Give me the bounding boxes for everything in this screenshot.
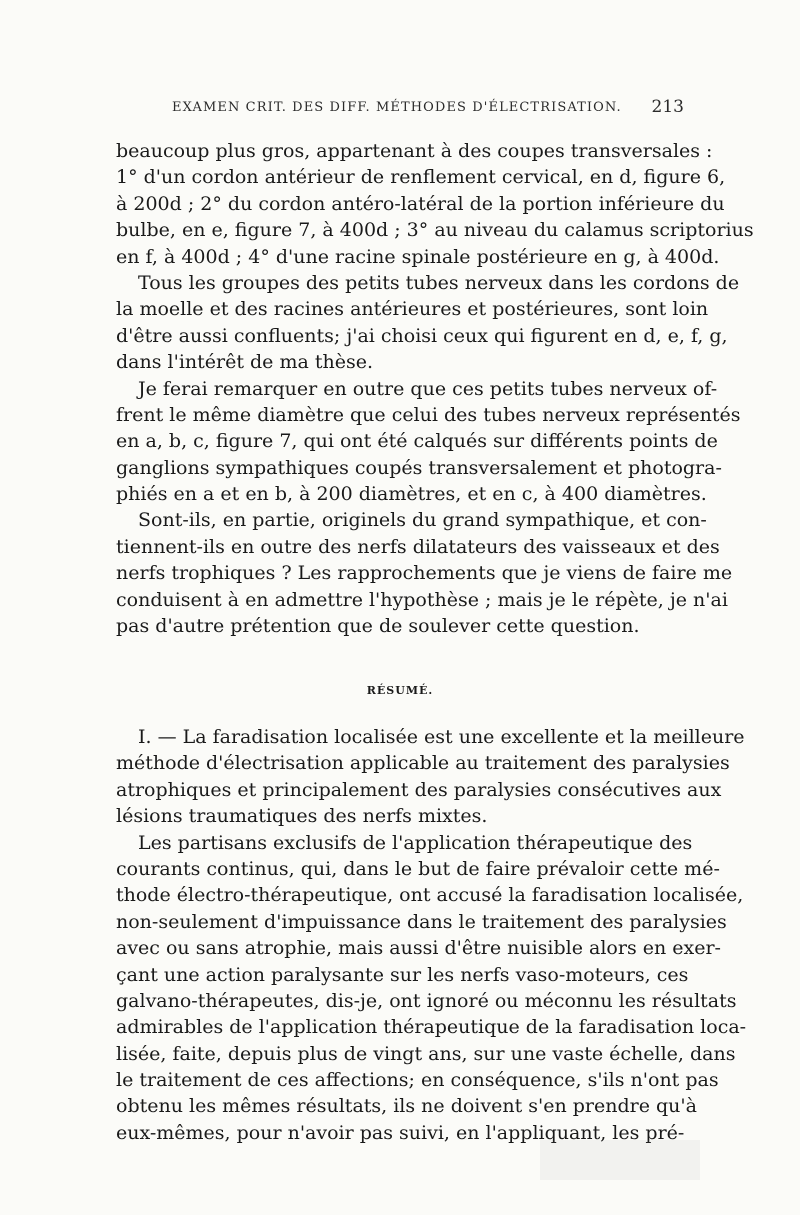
text-line: frent le même diamètre que celui des tubes nerveux représentés (116, 403, 741, 426)
text-line: en f, à 400d ; 4° d'une racine spinale postérieure en g, à 400d. (116, 245, 720, 268)
text-line: admirables de l'application thérapeutique de la faradisation loca- (116, 1016, 747, 1039)
running-header (172, 97, 684, 117)
text-line: Tous les groupes des petits tubes nerveux dans les cordons de (138, 271, 740, 294)
text-line: dans l'intérêt de ma thèse. (116, 351, 373, 374)
page-number: 213 (651, 97, 684, 117)
body-text-top (116, 138, 754, 639)
text-line: atrophiques et principalement des paralysies consécutives aux (116, 778, 722, 801)
text-line: avec ou sans atrophie, mais aussi d'être nuisible alors en exer- (116, 937, 721, 960)
text-line: lésions traumatiques des nerfs mixtes. (116, 805, 488, 828)
text-line: courants continus, qui, dans le but de faire prévaloir cette mé- (116, 857, 720, 880)
body-text-bottom (116, 724, 747, 1146)
text-line: pas d'autre prétention que de soulever cette question. (116, 615, 640, 638)
text-line: à 200d ; 2° du cordon antéro-latéral de la portion inférieure du (116, 192, 725, 215)
text-line: I. — La faradisation localisée est une excellente et la meilleure (138, 726, 745, 748)
bleed-through-smudge (540, 1140, 700, 1180)
text-line: méthode d'électrisation applicable au traitement des paralysies (116, 752, 730, 775)
text-line: la moelle et des racines antérieures et postérieures, sont loin (116, 298, 709, 321)
text-line: tiennent-ils en outre des nerfs dilatateurs des vaisseaux et des (116, 535, 720, 558)
text-line: thode électro-thérapeutique, ont accusé la faradisation localisée, (116, 884, 744, 907)
text-line: phiés en a et en b, à 200 diamètres, et en c, à 400 diamètres. (116, 483, 707, 506)
text-line: Sont-ils, en partie, originels du grand sympathique, et con- (138, 509, 707, 532)
running-title: EXAMEN CRIT. DES DIFF. MÉTHODES D'ÉLECTRISATION. (172, 100, 622, 115)
text-line: conduisent à en admettre l'hypothèse ; mais je le répète, je n'ai (116, 588, 728, 611)
text-line: ganglions sympathiques coupés transversalement et photogra- (116, 456, 722, 479)
section-heading: RÉSUMÉ. (366, 684, 434, 697)
text-line: Les partisans exclusifs de l'application thérapeutique des (138, 831, 693, 854)
text-line: çant une action paralysante sur les nerfs vaso-moteurs, ces (116, 963, 689, 986)
text-line: d'être aussi confluents; j'ai choisi ceux qui figurent en d, e, f, g, (116, 324, 728, 347)
text-line: galvano-thérapeutes, dis-je, ont ignoré ou méconnu les résultats (116, 989, 737, 1012)
text-line: 1° d'un cordon antérieur de renflement cervical, en d, figure 6, (116, 166, 726, 189)
text-line: bulbe, en e, figure 7, à 400d ; 3° au niveau du calamus scriptorius (116, 219, 754, 242)
text-line: le traitement de ces affections; en conséquence, s'ils n'ont pas (116, 1069, 719, 1092)
text-line: non-seulement d'impuissance dans le traitement des paralysies (116, 910, 727, 933)
text-line: Je ferai remarquer en outre que ces petits tubes nerveux of- (138, 377, 718, 400)
text-line: eux-mêmes, pour n'avoir pas suivi, en l'appliquant, les pré- (116, 1121, 685, 1144)
text-line: nerfs trophiques ? Les rapprochements que je viens de faire me (116, 562, 733, 585)
text-line: obtenu les mêmes résultats, ils ne doivent s'en prendre qu'à (116, 1095, 697, 1118)
text-line: en a, b, c, figure 7, qui ont été calqués sur différents points de (116, 430, 718, 453)
text-line: lisée, faite, depuis plus de vingt ans, sur une vaste échelle, dans (116, 1042, 736, 1065)
text-line: beaucoup plus gros, appartenant à des coupes transversales : (116, 140, 713, 162)
